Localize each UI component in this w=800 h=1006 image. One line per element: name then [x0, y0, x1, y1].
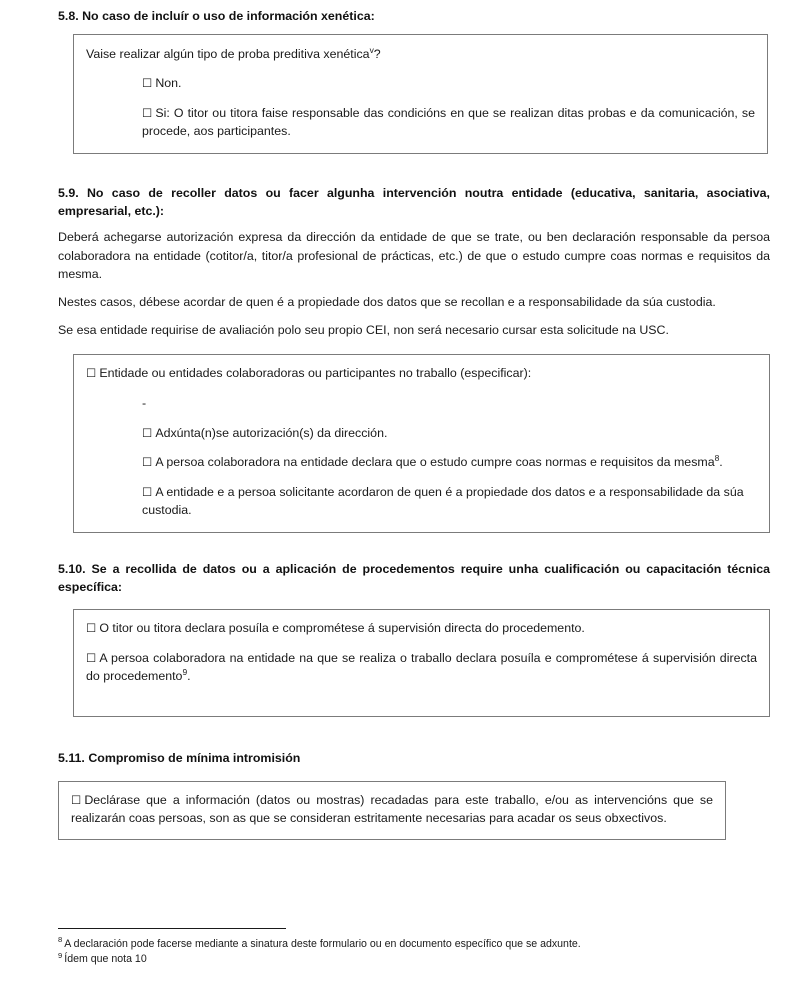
- section-5-9-paragraph-1: Deberá achegarse autorización expresa da dirección da entidade de que se trate, ou ben declaración responsable da persoa colaboradora na entidade (cotitor/a, titor/a profesional de prácticas, etc.) de que o estudo cumpre coas normas e requisitos da mesma.: [58, 230, 770, 282]
- footnote-9-text: Ídem que nota 10: [64, 953, 147, 966]
- spacer: [58, 717, 770, 750]
- checkbox-icon[interactable]: ☐: [142, 484, 153, 499]
- section-5-9-heading: 5.9. No caso de recoller datos ou facer algunha intervención noutra entidade (educativa, sanitaria, asociativa, empresarial, etc.):: [58, 186, 770, 218]
- entidade-dash-item: -: [142, 395, 147, 410]
- section-5-8-heading: 5.8. No caso de incluír o uso de información xenética:: [58, 9, 375, 23]
- checkbox-label-colaboradora-supervision: A persoa colaboradora na entidade na que se realiza o traballo declara posuíla e comprométese á supervisión directa do procedemento: [86, 650, 757, 684]
- checkbox-label-minima-intromision: Declárase que a información (datos ou mostras) recadadas para este traballo, e/ou as intervencións que se realizarán coas persoas, son as que se consideran estritamente necesarias para acadar os seus obxectivos.: [71, 792, 713, 826]
- checkbox-row-si[interactable]: [142, 104, 755, 141]
- checkbox-icon[interactable]: ☐: [86, 366, 97, 381]
- page-content: [58, 8, 770, 840]
- spacer: [58, 533, 770, 561]
- checkbox-icon[interactable]: ☐: [142, 105, 153, 120]
- checkbox-icon[interactable]: ☐: [142, 425, 153, 440]
- checkbox-label-entidade: Entidade ou entidades colaboradoras ou participantes no traballo (especificar):: [99, 366, 532, 381]
- checkbox-icon[interactable]: ☐: [142, 76, 153, 91]
- xenetica-question-tail: ?: [373, 46, 381, 61]
- footnote-ref-9: 9: [182, 667, 188, 678]
- checkbox-icon[interactable]: ☐: [86, 621, 97, 636]
- section-5-8-box: [73, 34, 768, 154]
- footnote-8-number: 8: [58, 935, 63, 945]
- checkbox-icon[interactable]: ☐: [86, 650, 97, 665]
- footnotes-area: [58, 928, 770, 967]
- section-5-11-heading: 5.11. Compromiso de mínima intromisión: [58, 751, 301, 766]
- checkbox-label-propiedade-datos: A entidade e a persoa solicitante acordaron de quen é a propiedade dos datos e a responsabilidade da súa custodia.: [142, 484, 744, 518]
- checkbox-row-minima-intromision[interactable]: [71, 791, 713, 828]
- checkbox-row-adxuntase[interactable]: [142, 424, 757, 443]
- xenetica-question-text: Vaise realizar algún tipo de proba preditiva xenética: [86, 46, 370, 61]
- footnote-9-number: 9: [58, 950, 63, 960]
- section-5-10-heading: 5.10. Se a recollida de datos ou a aplicación de procedementos require unha cualificación ou capacitación técnica específica:: [58, 561, 770, 594]
- section-5-10-box: [73, 609, 770, 717]
- checkbox-row-colaboradora-supervision[interactable]: [86, 649, 757, 686]
- checkbox-label-titor-supervision: O titor ou titora declara posuíla e comprométese á supervisión directa do procedemento.: [99, 621, 585, 636]
- checkbox-label-non: Non.: [155, 76, 182, 91]
- xenetica-question: [86, 45, 755, 64]
- footnote-ref-8: 8: [714, 453, 720, 464]
- checkbox-icon[interactable]: ☐: [142, 455, 153, 470]
- checkbox-label-colaboradora-supervision-tail: .: [187, 669, 191, 684]
- footnote-9: [58, 952, 770, 967]
- spacer: [58, 154, 770, 185]
- section-5-9-paragraph-3: Se esa entidade requirise de avaliación polo seu propio CEI, non será necesario cursar esta solicitude na USC.: [58, 322, 669, 337]
- checkbox-label-declara-normas-tail: .: [719, 455, 723, 470]
- checkbox-label-si: Si: O titor ou titora faise responsable das condicións en que se realizan ditas probas e da comunicación, se procede, aos participantes.: [142, 105, 755, 139]
- checkbox-row-declara-normas[interactable]: [142, 453, 757, 472]
- footnote-separator-rule: [58, 928, 286, 929]
- checkbox-row-propiedade-datos[interactable]: [142, 483, 757, 520]
- section-5-9-box: [73, 354, 770, 533]
- footnote-8: [58, 937, 770, 952]
- section-5-11-box: [58, 781, 726, 840]
- checkbox-row-titor-supervision[interactable]: [86, 619, 757, 638]
- checkbox-label-adxuntase: Adxúnta(n)se autorización(s) da dirección.: [155, 425, 388, 440]
- checkbox-icon[interactable]: ☐: [71, 792, 82, 807]
- footnote-8-text: A declaración pode facerse mediante a sinatura deste formulario ou en documento específico que se adxunte.: [64, 938, 581, 950]
- checkbox-label-declara-normas: A persoa colaboradora na entidade declara que o estudo cumpre coas normas e requisitos da mesma: [155, 455, 715, 470]
- section-5-9-paragraph-2: Nestes casos, débese acordar de quen é a propiedade dos datos que se recollan e a responsabilidade da súa custodia.: [58, 295, 716, 310]
- checkbox-row-non[interactable]: [142, 74, 755, 93]
- checkbox-row-entidade[interactable]: [86, 364, 757, 383]
- xenetica-question-superscript: v: [369, 44, 374, 55]
